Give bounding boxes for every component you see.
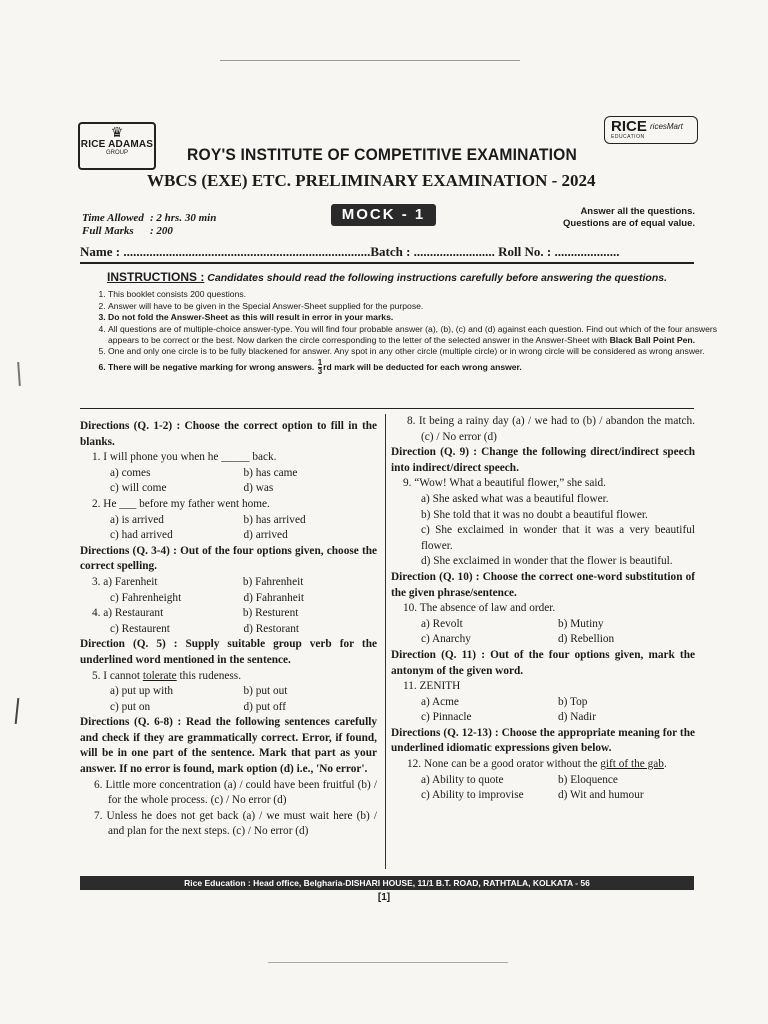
question: 2. He ___ before my father went home.: [92, 497, 270, 510]
instructions-label: INSTRUCTIONS :: [107, 270, 205, 284]
direction-heading: Direction (Q. 9) : Change the following direct/indirect speech into indirect/direct speech.: [391, 446, 695, 474]
option: a) is arrived: [110, 513, 164, 526]
question-text: 5. I cannot: [92, 669, 143, 682]
option: b) Eloquence: [558, 773, 618, 786]
question-text: 12. None can be a good orator without the: [407, 758, 601, 771]
question: 11. ZENITH: [403, 680, 461, 693]
options: [391, 695, 695, 711]
option: d) Wit and humour: [558, 789, 644, 802]
instruction-bold: Black Ball Point Pen.: [609, 334, 696, 345]
options: [80, 466, 377, 482]
instruction-item: [108, 324, 724, 346]
instruction-text: rd mark will be deducted for each wrong answer.: [323, 362, 522, 373]
options: [80, 481, 377, 497]
fraction-denominator: 3: [317, 367, 323, 377]
top-rule: [220, 60, 520, 61]
options: [80, 528, 377, 544]
question: 7. Unless he does not get back (a) / we must wait here (b) / and plan for the next steps. (c) / No error (d): [94, 809, 377, 838]
question: 8. It being a rainy day (a) / we had to (b) / abandon the match. (c) / No error (d): [407, 415, 695, 443]
options: [391, 710, 695, 726]
options: [391, 617, 695, 633]
direction-heading: Directions (Q. 12-13) : Choose the appropriate meaning for the underlined idiomatic expressions given below.: [391, 726, 695, 755]
divider: [80, 262, 694, 264]
left-column: [80, 414, 377, 840]
marks-value: : 200: [150, 225, 173, 237]
crown-icon: ♛: [110, 124, 124, 140]
option: b) put out: [243, 685, 288, 698]
logo-right-sub: EDUCATION: [611, 134, 645, 140]
direction-heading: Direction (Q. 5) : Supply suitable group verb for the underlined word mentioned in the sentence.: [80, 638, 377, 666]
option: a) Acme: [421, 695, 459, 708]
option: a) Revolt: [421, 617, 463, 630]
time-label: Time Allowed: [82, 212, 144, 224]
option: c) She exclaimed in wonder that it was a very beautiful flower.: [421, 524, 695, 552]
options: [80, 684, 377, 700]
option: c) put on: [110, 700, 151, 713]
direction-heading: Directions (Q. 1-2) : Choose the correct option to fill in the blanks.: [80, 420, 377, 448]
rice-education-logo: [604, 116, 698, 144]
instructions-list: [80, 289, 724, 377]
right-column: [391, 414, 695, 804]
option: c) Ability to improvise: [421, 789, 524, 802]
answer-note: [555, 206, 695, 230]
instructions-text: Candidates should read the following instructions carefully before answering the questions.: [207, 272, 667, 284]
direction-heading: Direction (Q. 10) : Choose the correct one-word substitution of the given phrase/sentence.: [391, 570, 695, 599]
divider: [80, 408, 694, 409]
options: [391, 788, 695, 804]
question-text: this rudeness.: [176, 669, 242, 682]
name-batch-roll-row: Name : ............................................................................Batch : ......................... Roll No. : ....................: [80, 244, 620, 259]
option: c) Restaurent: [110, 622, 170, 635]
option: c) had arrived: [110, 529, 173, 542]
answer-note-2: Questions are of equal value.: [563, 218, 695, 229]
time-marks-block: [82, 212, 216, 238]
options: [80, 606, 377, 622]
logo-left-brand: RICE ADAMAS: [80, 139, 154, 150]
bottom-rule: [268, 962, 508, 963]
option: d) put off: [243, 700, 286, 713]
options: [80, 622, 377, 638]
page-number: [1]: [377, 892, 391, 903]
option: c) Pinnacle: [421, 711, 472, 724]
direction-heading: Directions (Q. 3-4) : Out of the four options given, choose the correct spelling.: [80, 544, 377, 573]
question: [80, 669, 377, 685]
option: c) Fahrenheight: [110, 591, 182, 604]
logo-left-sub: GROUP: [105, 150, 128, 156]
option: c) Anarchy: [421, 633, 471, 646]
option: d) Nadir: [558, 711, 596, 724]
institute-title: ROY'S INSTITUTE OF COMPETITIVE EXAMINATION: [187, 145, 578, 164]
options: [80, 591, 377, 607]
exam-title: WBCS (EXE) ETC. PRELIMINARY EXAMINATION - 2024: [147, 171, 596, 190]
option: a) put up with: [110, 685, 174, 698]
options: [391, 773, 695, 789]
question: [391, 757, 695, 773]
instruction-item: 1. This booklet consists 200 questions.: [108, 289, 724, 300]
options: [391, 632, 695, 648]
option: d) Fahranheit: [243, 591, 305, 604]
option: b) She told that it was no doubt a beautiful flower.: [421, 508, 648, 521]
option: d) Restorant: [243, 622, 300, 635]
fraction-numerator: 1: [317, 358, 323, 368]
direction-heading: Direction (Q. 11) : Out of the four options given, mark the antonym of the given word.: [391, 648, 695, 677]
instruction-item: 2. Answer will have to be given in the Special Answer-Sheet supplied for the purpose.: [108, 301, 724, 312]
column-divider: [385, 414, 386, 869]
fraction: [318, 359, 322, 376]
option: d) arrived: [243, 529, 288, 542]
margin-mark: [17, 362, 21, 386]
underlined-word: tolerate: [142, 669, 177, 682]
instruction-text: There will be negative marking for wrong answers.: [108, 362, 315, 373]
underlined-idiom: gift of the gab: [600, 758, 664, 771]
option: b) Mutiny: [558, 617, 604, 630]
question: 1. I will phone you when he _____ back.: [92, 451, 277, 464]
option: b) has arrived: [243, 513, 306, 526]
question: 10. The absence of law and order.: [403, 602, 556, 615]
option: d) She exclaimed in wonder that the flower is beautiful.: [421, 555, 673, 568]
options: [80, 575, 377, 591]
option: b) Resturent: [242, 607, 299, 620]
footer-bar: Rice Education : Head office, Belgharia-DISHARI HOUSE, 11/1 B.T. ROAD, RATHTALA, KOLKATA - 56: [80, 876, 694, 890]
option: d) Rebellion: [558, 633, 615, 646]
option: 4. a) Restaurant: [92, 607, 164, 620]
instruction-text: All questions are of multiple-choice answer-type. You will find four probable answer (a), (b), (c) and (d) against each question. Find out which of the four answers appears to be correct or the best. Now darken the circle corresponding to the letter of the selected answer in the Answer-Sheet with: [108, 323, 718, 345]
question: 9. “Wow! What a beautiful flower,” she said.: [403, 477, 606, 490]
option: d) was: [243, 482, 274, 495]
instruction-item: [108, 359, 724, 376]
option: a) Ability to quote: [421, 773, 504, 786]
margin-mark: [15, 698, 20, 724]
time-value: : 2 hrs. 30 min: [150, 212, 217, 224]
option: a) comes: [110, 466, 151, 479]
option: b) has came: [243, 466, 298, 479]
option: b) Top: [558, 695, 588, 708]
logo-right-partner: ricesMart: [650, 122, 683, 131]
instructions-heading: [107, 270, 667, 284]
rice-adamas-logo: [78, 122, 156, 170]
answer-note-1: Answer all the questions.: [580, 206, 695, 217]
option: b) Fahrenheit: [242, 575, 304, 588]
direction-heading: Directions (Q. 6-8) : Read the following sentences carefully and check if they are grammatically correct. Error, if found, will be in one part of the sentence. Mark that part as your answer. If no error is found, mark option (d) i.e., 'No error'.: [80, 716, 377, 776]
option: a) She asked what was a beautiful flower.: [421, 492, 609, 505]
marks-label: Full Marks: [82, 225, 134, 237]
logo-right-brand: RICE: [611, 118, 647, 135]
instruction-item: 3. Do not fold the Answer-Sheet as this will result in error in your marks.: [108, 312, 724, 323]
option: 3. a) Farenheit: [92, 575, 158, 588]
question-text: .: [663, 758, 667, 771]
options: [80, 513, 377, 529]
option: c) will come: [110, 482, 167, 495]
question: 6. Little more concentration (a) / could have been fruitful (b) / for the whole process. (c) / No error (d): [94, 778, 377, 807]
mock-badge: MOCK - 1: [331, 204, 436, 226]
instruction-item: 5. One and only one circle is to be fully blackened for answer. Any spot in any other circle (multiple circle) or in wrong circle will be considered as wrong answer.: [108, 346, 724, 357]
options: [80, 700, 377, 716]
